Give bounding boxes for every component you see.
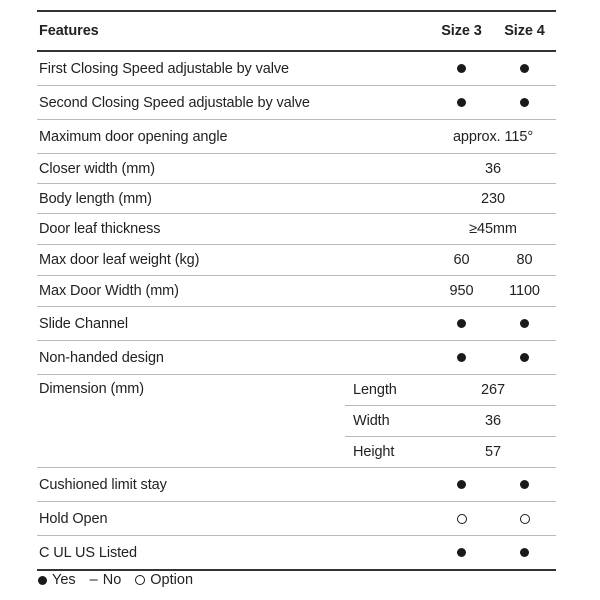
- table-row: [37, 468, 556, 502]
- yes-dot-icon: [520, 64, 529, 73]
- shared-value: 230: [430, 184, 556, 214]
- shared-value: 267: [430, 375, 556, 406]
- no-dash-symbol: –: [89, 572, 98, 588]
- size3-cell: [430, 86, 493, 120]
- yes-dot-icon: [520, 319, 529, 328]
- table-row: [37, 307, 556, 341]
- size3-cell: [430, 341, 493, 375]
- size4-cell: 1100: [493, 276, 556, 307]
- shared-value: 36: [430, 406, 556, 437]
- feature-label: Cushioned limit stay: [37, 468, 430, 502]
- size3-cell: [430, 307, 493, 341]
- table-row: [37, 276, 556, 307]
- shared-value: approx. 115°: [430, 120, 556, 154]
- option-ring-icon: [135, 575, 145, 585]
- yes-dot-icon: [457, 319, 466, 328]
- legend-option-label: Option: [150, 572, 194, 588]
- feature-label: Maximum door opening angle: [37, 120, 430, 154]
- table-header-row: [37, 11, 556, 51]
- table-row: [37, 214, 556, 245]
- yes-dot-icon: [457, 98, 466, 107]
- features-table: [37, 10, 556, 571]
- feature-label: Non-handed design: [37, 341, 430, 375]
- yes-dot-icon: [38, 576, 47, 585]
- feature-label: Dimension (mm): [37, 375, 345, 468]
- yes-dot-icon: [457, 548, 466, 557]
- size3-cell: [430, 536, 493, 571]
- feature-label: Slide Channel: [37, 307, 430, 341]
- features-header: Features: [37, 11, 430, 51]
- size4-cell: [493, 502, 556, 536]
- feature-label: Max door leaf weight (kg): [37, 245, 430, 276]
- size3-cell: [430, 502, 493, 536]
- size3-cell: 950: [430, 276, 493, 307]
- shared-value: 36: [430, 154, 556, 184]
- feature-label: Body length (mm): [37, 184, 430, 214]
- size4-cell: 80: [493, 245, 556, 276]
- size3-cell: 60: [430, 245, 493, 276]
- table-row: [37, 184, 556, 214]
- option-ring-icon: [457, 514, 467, 524]
- feature-label: Closer width (mm): [37, 154, 430, 184]
- legend-option: [135, 572, 193, 588]
- feature-label: Second Closing Speed adjustable by valve: [37, 86, 430, 120]
- size4-cell: [493, 307, 556, 341]
- shared-value: ≥45mm: [430, 214, 556, 245]
- legend-no: [90, 572, 122, 588]
- table-row: [37, 502, 556, 536]
- yes-dot-icon: [457, 353, 466, 362]
- table-row: [37, 120, 556, 154]
- size4-cell: [493, 51, 556, 86]
- shared-value: 57: [430, 437, 556, 468]
- size4-cell: [493, 468, 556, 502]
- table-row: [37, 154, 556, 184]
- legend: [38, 572, 207, 588]
- size4-cell: [493, 536, 556, 571]
- table-row: [37, 536, 556, 571]
- yes-dot-icon: [457, 480, 466, 489]
- size4-header: Size 4: [493, 11, 556, 51]
- table-row: [37, 375, 556, 406]
- feature-label: First Closing Speed adjustable by valve: [37, 51, 430, 86]
- yes-dot-icon: [520, 480, 529, 489]
- size3-cell: [430, 468, 493, 502]
- size3-header: Size 3: [430, 11, 493, 51]
- feature-label: Max Door Width (mm): [37, 276, 430, 307]
- legend-yes: [38, 572, 76, 588]
- feature-label: C UL US Listed: [37, 536, 430, 571]
- table-row: [37, 86, 556, 120]
- legend-yes-label: Yes: [52, 572, 76, 588]
- legend-no-label: No: [102, 572, 122, 588]
- yes-dot-icon: [520, 98, 529, 107]
- feature-label: Door leaf thickness: [37, 214, 430, 245]
- dimension-sub-label: Height: [345, 437, 430, 468]
- dimension-sub-label: Width: [345, 406, 430, 437]
- table-row: [37, 245, 556, 276]
- size4-cell: [493, 86, 556, 120]
- table-row: [37, 341, 556, 375]
- yes-dot-icon: [520, 548, 529, 557]
- option-ring-icon: [520, 514, 530, 524]
- size3-cell: [430, 51, 493, 86]
- dimension-sub-label: Length: [345, 375, 430, 406]
- yes-dot-icon: [457, 64, 466, 73]
- table-row: [37, 51, 556, 86]
- size4-cell: [493, 341, 556, 375]
- yes-dot-icon: [520, 353, 529, 362]
- feature-label: Hold Open: [37, 502, 430, 536]
